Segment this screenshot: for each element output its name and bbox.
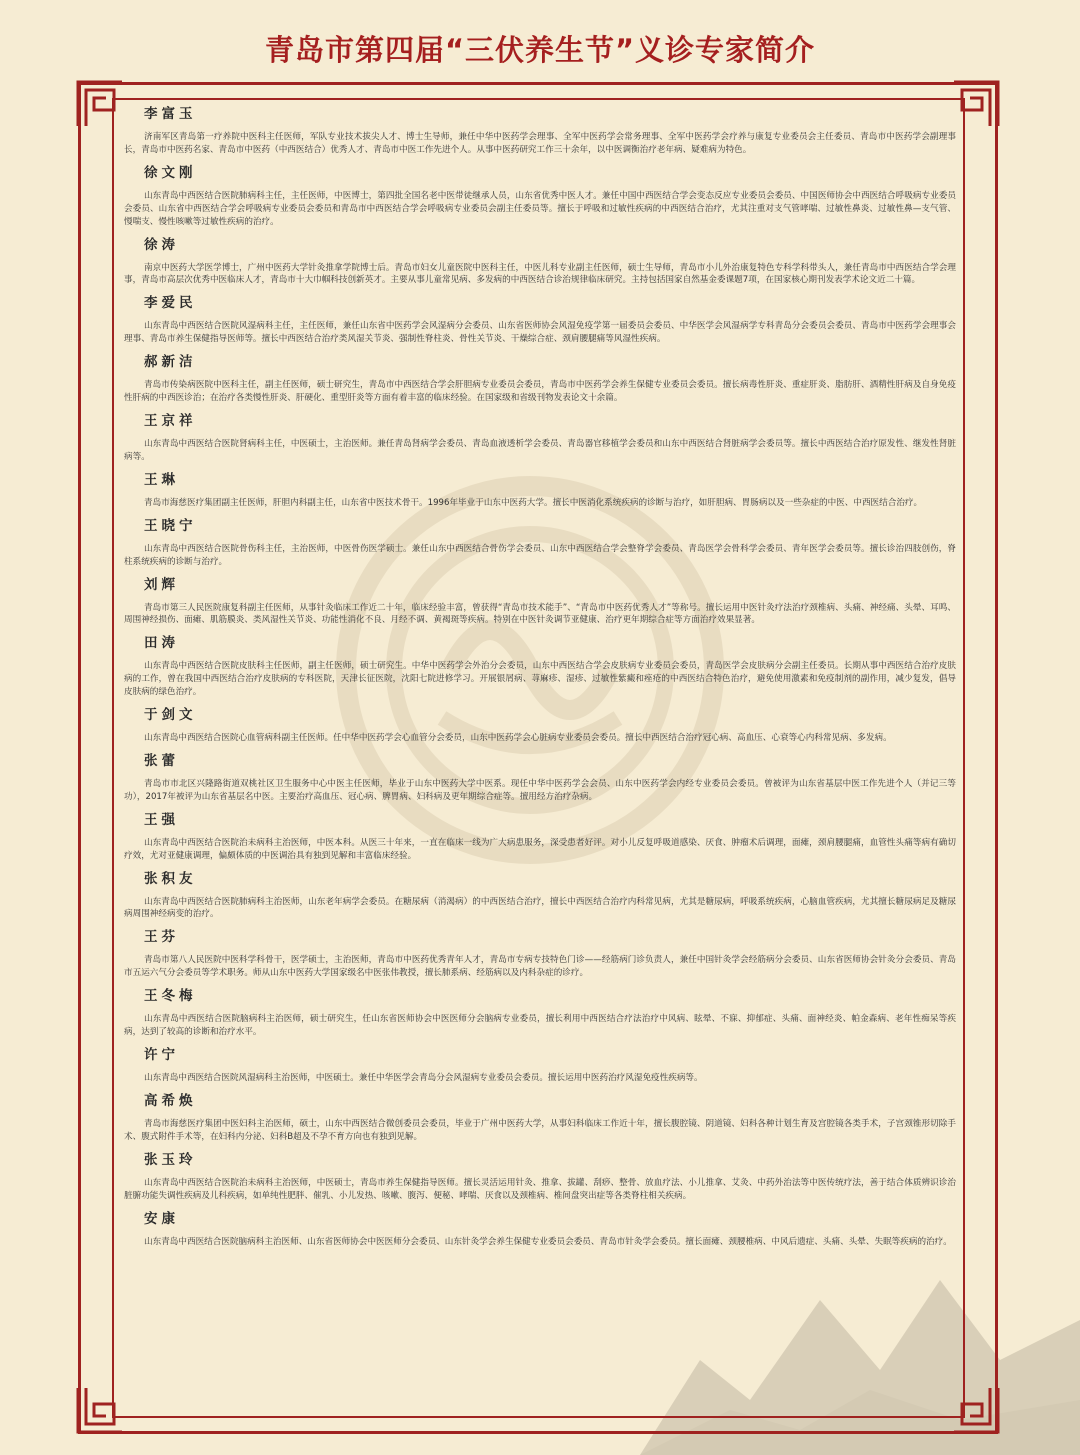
expert-bio: 山东青岛中西医结合医院脑病科主治医师、山东省医师协会中医医师分会委员、山东针灸学会养生保健专业委员会委员、青岛市针灸学会委员。擅长面瘫、颈腰椎病、中风后遗症、头痛、头晕、失眠等疾病的治疗。 <box>144 1236 952 1247</box>
expert-entry <box>124 470 956 510</box>
expert-name: 李爱民 <box>144 295 197 312</box>
expert-entry <box>124 1091 956 1144</box>
expert-name: 田涛 <box>144 635 179 652</box>
corner-ornament-icon <box>952 1386 1000 1434</box>
expert-name: 王冬梅 <box>144 988 197 1005</box>
expert-entry <box>124 927 956 980</box>
expert-entry <box>124 163 956 229</box>
expert-name: 张玉玲 <box>144 1151 197 1168</box>
expert-bio: 山东青岛中西医结合医院心血管病科副主任医师。任中华中医药学会心血管分会委员，山东中医药学会心脏病专业委员会委员。擅长中西医结合治疗冠心病、高血压、心衰等心内科常见病、多发病。 <box>144 733 892 744</box>
expert-entry <box>124 293 956 346</box>
expert-bio: 山东青岛中西医结合医院治未病科主治医师，中医硕士，青岛市养生保健指导医师。擅长灵活运用针灸、推拿、拔罐、刮痧、整骨、放血疗法、小儿推拿、艾灸、中药外治法等中医传统疗法，善于结合体质辨识诊治脏腑功能失调性疾病及儿科疾病，如单纯性肥胖、催乳、小儿发热、咳嗽、腹泻、便秘、哮喘、厌食以及颈椎病、椎间盘突出症等各类脊柱相关疾病。 <box>124 1177 956 1201</box>
expert-entry <box>124 104 956 157</box>
expert-name: 徐涛 <box>144 236 179 253</box>
expert-name: 王芬 <box>144 929 179 946</box>
corner-ornament-icon <box>76 1386 124 1434</box>
expert-bio: 山东青岛中西医结合医院肺病科主治医师，山东老年病学会委员。在糖尿病（消渴病）的中西医结合治疗，擅长中西医结合治疗内科常见病，尤其是糖尿病，呼吸系统疾病，心脑血管疾病，尤其擅长糖尿病足及糖尿病周围神经病变的治疗。 <box>124 896 956 920</box>
expert-entry <box>124 810 956 863</box>
expert-bio: 山东青岛中西医结合医院肾病科主任，中医硕士，主治医师。兼任青岛肾病学会委员、青岛血液透析学会委员、青岛器官移植学会委员和山东中西医结合肾脏病学会委员等。擅长中西医结合治疗原发性、继发性肾脏病等。 <box>124 438 956 462</box>
expert-entry <box>124 516 956 569</box>
expert-bio: 济南军区青岛第一疗养院中医科主任医师，军队专业技术拔尖人才、博士生导师，兼任中华中医药学会理事、全军中医药学会常务理事、全军中医药学会疗养与康复专业委员会主任委员、青岛市中医药学会副理事长，青岛市中医药名家、青岛市中医药（中西医结合）优秀人才、青岛市中医工作先进个人。从事中医药研究工作三十余年，以中医调衡治疗老年病、疑难病为特色。 <box>124 132 956 155</box>
expert-name: 徐文刚 <box>144 164 197 181</box>
expert-entry <box>124 1150 956 1203</box>
expert-bio: 青岛市海慈医疗集团中医妇科主治医师，硕士，山东中西医结合微创委员会委员，毕业于广州中医药大学，从事妇科临床工作近十年，擅长腹腔镜、阴道镜、妇科各种计划生育及宫腔镜各类手术，子宫颈锥形切除手术、腹式附件手术等，在妇科内分泌、妇科B超及不孕不育方向也有独到见解。 <box>124 1118 956 1142</box>
page-title: 青岛市第四届“三伏养生节”义诊专家简介 <box>264 33 816 67</box>
expert-bio: 青岛市海慈医疗集团副主任医师，肝胆内科副主任，山东省中医技术骨干。1996年毕业于山东中医药大学。擅长中医消化系统疾病的诊断与治疗，如肝胆病、胃肠病以及一些杂症的中医、中西医结合治疗。 <box>144 497 923 508</box>
expert-bio: 青岛市第八人民医院中医科学科骨干，医学硕士，主治医师，青岛市中医药优秀青年人才，青岛市专病专技特色门诊——经筋病门诊负责人，兼任中国针灸学会经筋病分会委员、山东省医师协会针灸分会委员、青岛市五运六气分会委员等学术职务。师从山东中医药大学国家级名中医张伟教授，擅长肺系病、经筋病以及内科杂症的诊疗。 <box>124 955 956 979</box>
expert-bio: 山东青岛中西医结合医院肺病科主任，主任医师，中医博士，第四批全国名老中医带徒继承人员，山东省优秀中医人才。兼任中国中西医结合学会变态反应专业委员会委员、中国医师协会中西医结合呼吸病专业委员会委员、山东省中西医结合学会呼吸病专业委员会委员和青岛市中西医结合学会呼吸病专业委员会副主任委员等。擅长于呼吸和过敏性疾病的中西医结合治疗，尤其注重对支气管哮喘、过敏性鼻炎、过敏性鼻—支气管、慢喘支、慢性咳嗽等过敏性疾病的治疗。 <box>124 190 956 227</box>
expert-bio: 山东青岛中西医结合医院风湿病科主治医师，中医硕士。兼任中华医学会青岛分会风湿病专业委员会委员。擅长运用中医药治疗风湿免疫性疾病等。 <box>144 1073 703 1083</box>
expert-name: 于剑文 <box>144 707 197 724</box>
expert-name: 高希焕 <box>144 1092 197 1109</box>
expert-entry <box>124 235 956 288</box>
expert-bio: 山东青岛中西医结合医院风湿病科主任，主任医师，兼任山东省中医药学会风湿病分会委员、山东省医师协会风湿免疫学第一届委员会委员、中华医学会风湿病学专科青岛分会委员会委员、青岛市中医药学会理事会理事、青岛市养生保健指导医师等。擅长中西医结合治疗类风湿关节炎、强制性脊柱炎、骨性关节炎、干燥综合症、颈肩腰腿痛等风湿性疾病。 <box>124 321 956 345</box>
expert-name: 王京祥 <box>144 412 197 429</box>
corner-ornament-icon <box>76 80 124 128</box>
expert-entry <box>124 869 956 922</box>
corner-ornament-icon <box>952 80 1000 128</box>
expert-name: 王晓宁 <box>144 517 197 534</box>
expert-bio: 南京中医药大学医学博士，广州中医药大学针灸推拿学院博士后。青岛市妇女儿童医院中医科主任，中医儿科专业副主任医师，硕士生导师，青岛市小儿外治康复特色专科学科带头人，兼任青岛市中西医结合学会理事，青岛市高层次优秀中医临床人才，青岛市十大巾帼科技创新英才。主要从事儿童常见病、多发病的中西医结合诊治规律临床研究。主持包括国家自然基金委课题7项，在国家核心期刊发表学术论文近二十篇。 <box>124 262 956 286</box>
expert-entry <box>124 575 956 628</box>
expert-name: 张蕾 <box>144 752 179 769</box>
expert-bio: 青岛市第三人民医院康复科副主任医师，从事针灸临床工作近二十年，临床经验丰富，曾获得“青岛市技术能手”、“青岛市中医药优秀人才”等称号。擅长运用中医针灸疗法治疗颈椎病、头痛、神经痛、头晕、耳鸣、周围神经损伤、面瘫、肌筋膜炎、类风湿性关节炎、功能性消化不良、月经不调、黄褐斑等疾病。特别在中医针灸调节亚健康、治疗更年期综合症等方面治疗效果显著。 <box>124 602 956 626</box>
expert-name: 安康 <box>144 1210 179 1227</box>
expert-bio: 青岛市传染病医院中医科主任，副主任医师，硕士研究生，青岛市中西医结合学会肝胆病专业委员会委员，青岛市中医药学会养生保健专业委员会委员。擅长病毒性肝炎、重症肝炎、脂肪肝、酒精性肝病及自身免疫性肝病的中西医诊治；在治疗各类慢性肝炎、肝硬化、重型肝炎等方面有着丰富的临床经验。在国家级和省级刊物发表论文十余篇。 <box>124 380 956 404</box>
expert-bio: 青岛市市北区兴隆路街道双桃社区卫生服务中心中医主任医师，毕业于山东中医药大学中医系。现任中华中医药学会会员、山东中医药学会内经专业委员会委员。曾被评为山东省基层中医工作先进个人（并记三等功），2017年被评为山东省基层名中医。主要治疗高血压、冠心病、脾胃病、妇科病及更年期综合症等。擅用经方治疗杂病。 <box>124 778 956 802</box>
expert-entry <box>124 986 956 1039</box>
expert-entry <box>124 411 956 464</box>
expert-entry <box>124 705 956 745</box>
expert-name: 王琳 <box>144 471 179 488</box>
expert-bio: 山东青岛中西医结合医院治未病科主治医师，中医本科。从医三十年来，一直在临床一线为广大病患服务，深受患者好评。对小儿反复呼吸道感染、厌食、肿瘤术后调理，面瘫，颈肩腰腿痛，血管性头痛等病有确切疗效，尤对亚健康调理，偏颇体质的中医调治具有独到见解和丰富临床经验。 <box>124 837 956 861</box>
expert-bio: 山东青岛中西医结合医院皮肤科主任医师，副主任医师，硕士研究生。中华中医药学会外治分会委员，山东中西医结合学会皮肤病专业委员会委员，青岛医学会皮肤病分会副主任委员。长期从事中西医结合治疗皮肤病的工作，曾在我国中西医结合治疗皮肤病的专科医院，天津长征医院，沈阳七院进修学习。开展银屑病、荨麻疹、湿疹、过敏性紫癜和痤疮的中西医结合特色治疗，避免使用激素和免疫制剂的副作用，减少复发，倡导皮肤病的绿色治疗。 <box>124 661 956 698</box>
expert-name: 刘辉 <box>144 576 179 593</box>
expert-name: 李富玉 <box>144 106 197 122</box>
expert-entry <box>124 633 956 699</box>
expert-entry <box>124 751 956 804</box>
expert-name: 王强 <box>144 811 179 828</box>
expert-name: 张积友 <box>144 870 197 887</box>
expert-bio: 山东青岛中西医结合医院脑病科主治医师，硕士研究生，任山东省医师协会中医医师分会脑病专业委员，擅长利用中西医结合疗法治疗中风病、眩晕、不寐、抑郁症、头痛、面神经炎、帕金森病、老年性痴呆等疾病，达到了较高的诊断和治疗水平。 <box>124 1014 956 1038</box>
expert-entry <box>124 1209 956 1249</box>
expert-bio: 山东青岛中西医结合医院骨伤科主任，主治医师，中医骨伤医学硕士。兼任山东中西医结合骨伤学会委员、山东中西医结合学会整脊学会委员、青岛医学会骨科学会委员、青年医学会委员等。擅长诊治四肢创伤，脊柱系统疾病的诊断与治疗。 <box>124 543 956 567</box>
expert-name: 郝新洁 <box>144 354 197 371</box>
expert-name: 许宁 <box>144 1047 179 1063</box>
expert-entry <box>124 352 956 405</box>
expert-list <box>124 104 956 1254</box>
expert-entry <box>124 1045 956 1085</box>
